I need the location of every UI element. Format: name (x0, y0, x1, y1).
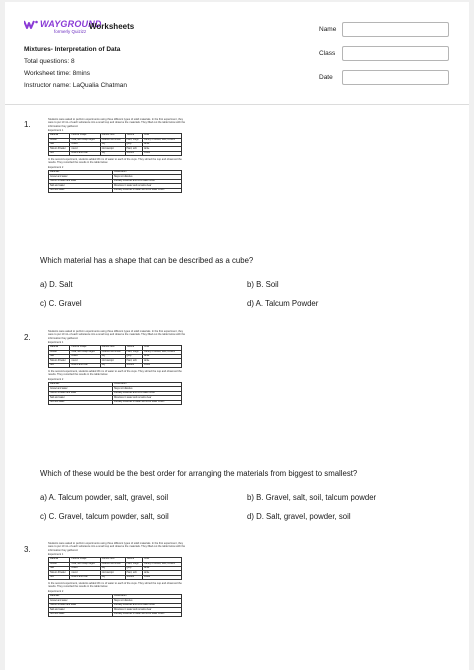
table-cell: Observation (113, 171, 182, 175)
passage-image (48, 118, 188, 193)
table-cell: Hard, rough (125, 562, 142, 566)
class-field[interactable] (342, 46, 449, 61)
table-cell: Texture (125, 346, 142, 350)
option-d[interactable]: d) D. Salt, gravel, powder, soil (247, 512, 351, 521)
table-cell: Talcum Powder and water (49, 603, 113, 607)
worksheet-time: Worksheet time: 8mins (24, 70, 90, 77)
table-cell: Talcum Powder (49, 359, 70, 363)
table-cell: Observation (113, 383, 182, 387)
passage-image (48, 330, 188, 405)
question-number: 3. (24, 545, 31, 554)
table-cell: Oval, with sharp edges (70, 562, 100, 566)
table-cell: white (142, 566, 181, 570)
question-number: 2. (24, 333, 31, 342)
experiment-2-label: Experiment 2 (48, 377, 64, 381)
table-cell: Particle Size (100, 558, 125, 562)
table-cell: microscopic (100, 571, 125, 575)
table-cell: Particle Size (100, 134, 125, 138)
table-cell: Partially dissolves and turns water white (113, 391, 182, 395)
table-cell: Partially dissolves and turns water white (113, 603, 182, 607)
table-row (49, 575, 182, 579)
table-cell: Stays not dissolve (113, 175, 182, 179)
table-cell: Salt and water (49, 184, 113, 188)
passage-intro: Students were asked to perform experiments using three different types of solid materials. In the first experiment, they were to put 10 mL of each substance into a small cup and observe the materials. They filled out the table below with the information they gathered. (48, 542, 186, 552)
class-label: Class (319, 50, 336, 57)
table-cell: Stays not dissolve (113, 387, 182, 391)
date-label: Date (319, 74, 333, 81)
table-cell: Oval, with sharp edges (70, 350, 100, 354)
table-cell: Soil (49, 575, 70, 579)
option-d[interactable]: d) A. Talcum Powder (247, 299, 319, 308)
experiment-1-table (48, 345, 182, 368)
table-cell: tiny (100, 142, 125, 146)
table-cell: microscopic (100, 147, 125, 151)
table-cell: Salt and water (49, 396, 113, 400)
table-cell: Partially dissolves in water and turns water brown (113, 400, 182, 404)
table-cell: smooth (125, 151, 142, 155)
table-cell: Talcum Powder and water (49, 391, 113, 395)
passage-intro: Students were asked to perform experiments using three different types of solid materials. In the first experiment, they were to put 10 mL of each substance into a small cup and observe the materials. They filled out the table below with the information they gathered. (48, 118, 186, 128)
table-cell: white (142, 359, 181, 363)
table-cell: round (70, 359, 100, 363)
option-b[interactable]: b) B. Soil (247, 280, 279, 289)
table-cell: Dissolves in water and remains clear (113, 608, 182, 612)
experiment-1-label: Experiment 1 (48, 552, 64, 556)
table-cell: Dissolves in water and remains clear (113, 396, 182, 400)
table-cell: cubes (70, 354, 100, 358)
table-cell: Particle Shape (70, 558, 100, 562)
table-cell: tiny (100, 363, 125, 367)
worksheet-page (5, 2, 469, 670)
experiment-1-label: Experiment 1 (48, 128, 64, 132)
experiment-2-label: Experiment 2 (48, 589, 64, 593)
table-cell: Materials (49, 171, 113, 175)
table-cell: Material (49, 134, 70, 138)
table-cell: round (70, 147, 100, 151)
name-field[interactable] (342, 22, 449, 37)
experiment-2-table (48, 170, 182, 193)
option-a[interactable]: a) A. Talcum powder, salt, gravel, soil (40, 493, 169, 502)
experiment-2-table (48, 382, 182, 405)
passage-second: In the second experiment, students added 30 mL of water to each of the cups. They stirred the cup and observed the results. They recorded the results in the table below. (48, 158, 182, 165)
table-cell: medium and small (100, 350, 125, 354)
brand-subtitle: formerly Quizizz (54, 29, 87, 34)
table-cell: Salt and water (49, 608, 113, 612)
table-cell: Hard, rough (125, 138, 142, 142)
table-cell: Material (49, 346, 70, 350)
table-cell: Round and oval (70, 363, 100, 367)
table-row (49, 363, 182, 367)
table-row (49, 612, 182, 616)
table-cell: tiny (100, 566, 125, 570)
table-cell: brown (142, 151, 181, 155)
table-cell: microscopic (100, 359, 125, 363)
table-cell: Material (49, 558, 70, 562)
table-cell: cubes (70, 142, 100, 146)
table-cell: white (142, 142, 181, 146)
table-cell: Talcum Powder (49, 147, 70, 151)
table-cell: Gravel (49, 138, 70, 142)
table-cell: medium and small (100, 562, 125, 566)
table-cell: white (142, 147, 181, 151)
table-cell: smooth (125, 363, 142, 367)
table-row (49, 188, 182, 192)
table-cell: Soil (49, 151, 70, 155)
option-c[interactable]: c) C. Gravel (40, 299, 82, 308)
table-cell: Color (142, 558, 181, 562)
table-cell: Partially dissolves in water and turns water brown (113, 612, 182, 616)
table-cell: brown (142, 575, 181, 579)
table-cell: Partially dissolves and turns water white (113, 179, 182, 183)
table-cell: Particle Size (100, 346, 125, 350)
table-cell: Partially dissolves in water and turns water brown (113, 188, 182, 192)
table-cell: tiny (100, 575, 125, 579)
table-cell: Salt (49, 354, 70, 358)
worksheet-title: Mixtures- Interpretation of Data (24, 46, 121, 53)
table-cell: Talcum Powder (49, 571, 70, 575)
worksheets-label: Worksheets (89, 22, 135, 31)
question-text: Which material has a shape that can be described as a cube? (40, 256, 254, 265)
table-cell: Variety of whites, tans, browns (142, 562, 181, 566)
table-cell: tiny (100, 151, 125, 155)
table-cell: Stays not dissolve (113, 599, 182, 603)
table-cell: gritty (125, 142, 142, 146)
total-questions: Total questions: 8 (24, 58, 75, 65)
table-cell: gritty (125, 354, 142, 358)
table-cell: Salt (49, 566, 70, 570)
table-cell: medium and small (100, 138, 125, 142)
table-cell: Oval, with sharp edges (70, 138, 100, 142)
table-cell: Hard, rough (125, 350, 142, 354)
table-cell: Dissolves in water and remains clear (113, 184, 182, 188)
table-cell: Materials (49, 383, 113, 387)
table-cell: Soil and water (49, 612, 113, 616)
table-cell: Round and oval (70, 151, 100, 155)
table-cell: Soil and water (49, 400, 113, 404)
question-number: 1. (24, 120, 31, 129)
experiment-1-table (48, 133, 182, 156)
passage-second: In the second experiment, students added 30 mL of water to each of the cups. They stirred the cup and observed the results. They recorded the results in the table below. (48, 582, 182, 589)
table-cell: round (70, 571, 100, 575)
table-cell: Texture (125, 134, 142, 138)
table-cell: Soil and water (49, 188, 113, 192)
header-divider (5, 104, 469, 105)
table-cell: tiny (100, 354, 125, 358)
table-cell: Salt (49, 142, 70, 146)
table-cell: Gravel and water (49, 599, 113, 603)
option-a[interactable]: a) D. Salt (40, 280, 73, 289)
table-row (49, 151, 182, 155)
table-cell: Hard, soft (125, 571, 142, 575)
experiment-2-table (48, 594, 182, 617)
option-c[interactable]: c) C. Gravel, talcum powder, salt, soil (40, 512, 169, 521)
table-cell: Observation (113, 595, 182, 599)
table-cell: Talcum Powder and water (49, 179, 113, 183)
table-cell: Materials (49, 595, 113, 599)
table-cell: Hard, soft (125, 147, 142, 151)
table-row (49, 400, 182, 404)
table-cell: Gravel and water (49, 387, 113, 391)
table-cell: Color (142, 134, 181, 138)
table-cell: white (142, 354, 181, 358)
table-cell: brown (142, 363, 181, 367)
table-cell: gritty (125, 566, 142, 570)
experiment-2-label: Experiment 2 (48, 165, 64, 169)
experiment-1-label: Experiment 1 (48, 340, 64, 344)
table-cell: Variety of whites, tans, browns (142, 138, 181, 142)
passage-second: In the second experiment, students added 30 mL of water to each of the cups. They stirred the cup and observed the results. They recorded the results in the table below. (48, 370, 182, 377)
table-cell: Gravel and water (49, 175, 113, 179)
table-cell: Gravel (49, 350, 70, 354)
wayground-logo-icon (24, 20, 38, 29)
table-cell: white (142, 571, 181, 575)
experiment-1-table (48, 557, 182, 580)
passage-intro: Students were asked to perform experiments using three different types of solid materials. In the first experiment, they were to put 10 mL of each substance into a small cup and observe the materials. They filled out the table below with the information they gathered. (48, 330, 186, 340)
table-cell: Gravel (49, 562, 70, 566)
date-field[interactable] (342, 70, 449, 85)
table-cell: Round and oval (70, 575, 100, 579)
table-cell: Texture (125, 558, 142, 562)
instructor-name: Instructor name: LaQualia Chatman (24, 82, 127, 89)
table-cell: Hard, soft (125, 359, 142, 363)
table-cell: Variety of whites, tans, browns (142, 350, 181, 354)
table-cell: cubes (70, 566, 100, 570)
table-cell: Particle Shape (70, 134, 100, 138)
name-label: Name (319, 26, 337, 33)
table-cell: Color (142, 346, 181, 350)
question-text: Which of these would be the best order for arranging the materials from biggest to smallest? (40, 469, 358, 478)
table-cell: Particle Shape (70, 346, 100, 350)
table-cell: smooth (125, 575, 142, 579)
passage-image (48, 542, 188, 617)
brand-name: WAYGROUND (40, 19, 102, 29)
table-cell: Soil (49, 363, 70, 367)
option-b[interactable]: b) B. Gravel, salt, soil, talcum powder (247, 493, 377, 502)
